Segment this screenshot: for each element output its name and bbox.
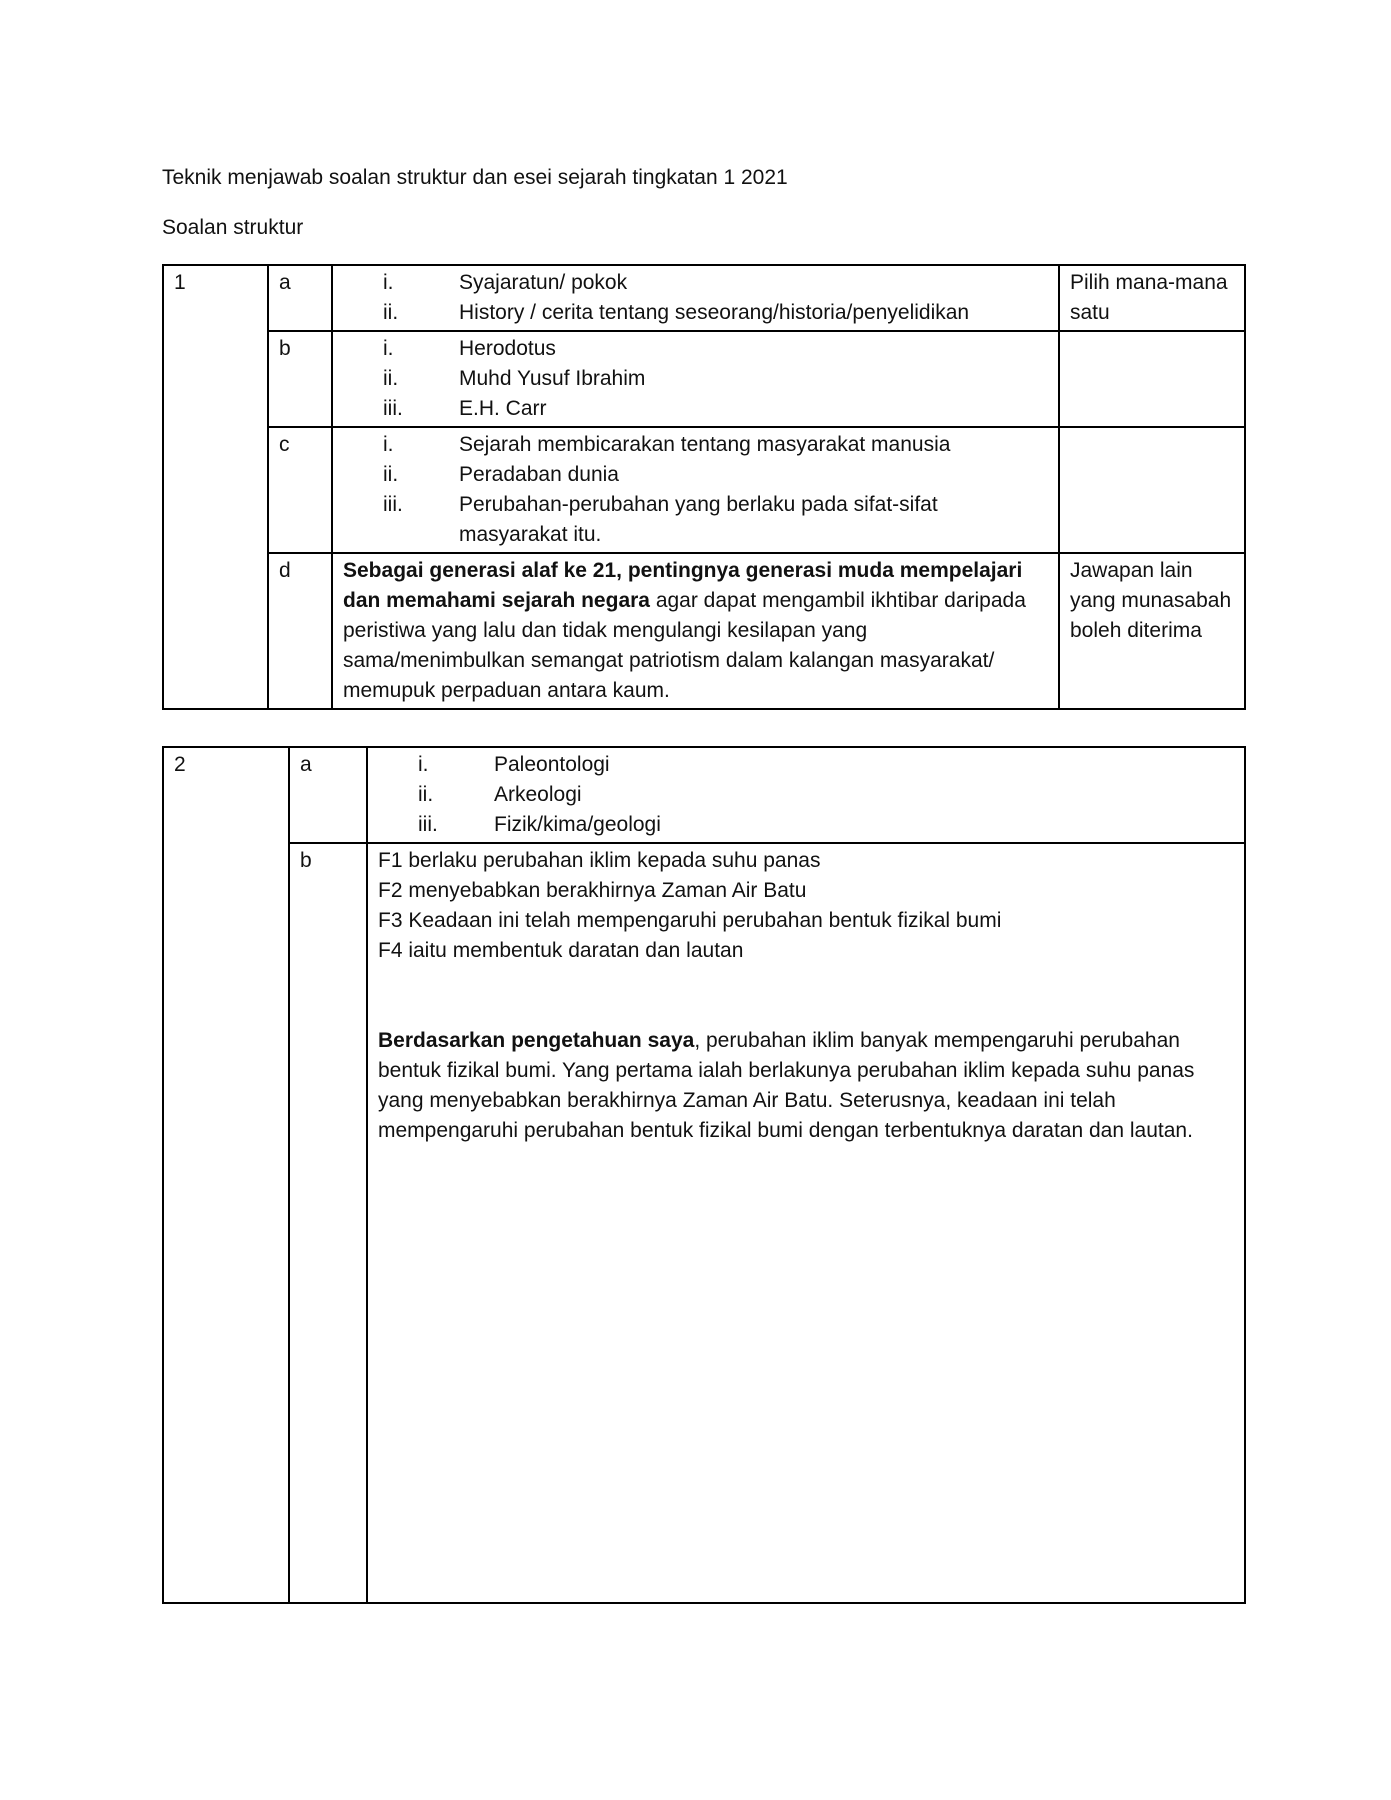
table-row: [163, 553, 1245, 709]
answer-cell: [332, 331, 1059, 427]
list-item: i. Sejarah membicarakan tentang masyarakat manusia: [383, 433, 951, 456]
essay-paragraph: [378, 1026, 1234, 1146]
list-item: i. Paleontologi: [418, 753, 610, 776]
part-label: a: [289, 747, 367, 843]
question-number: 1: [163, 265, 268, 709]
table-row: [163, 331, 1245, 427]
answer-bold-text: Sebagai generasi alaf ke 21, pentingnya generasi muda mempelajari dan memahami sejarah negara: [343, 559, 1023, 612]
list-item: iii. Perubahan-perubahan yang berlaku pada sifat-sifat masyarakat itu.: [383, 493, 938, 546]
table-row: [163, 265, 1245, 331]
answer-cell: [332, 553, 1059, 709]
table-row: [163, 427, 1245, 553]
list-item: ii. Muhd Yusuf Ibrahim: [383, 367, 646, 390]
part-label: b: [268, 331, 332, 427]
part-label: b: [289, 843, 367, 1603]
essay-bold-text: Berdasarkan pengetahuan saya: [378, 1029, 695, 1052]
section-subtitle: Soalan struktur: [162, 216, 304, 239]
list-item: ii. Arkeologi: [418, 783, 582, 806]
question-2-table: [162, 746, 1246, 1604]
part-label: d: [268, 553, 332, 709]
note-cell: Jawapan lain yang munasabah boleh diterima: [1059, 553, 1245, 709]
fact-item: F1 berlaku perubahan iklim kepada suhu panas: [378, 849, 821, 872]
note-cell: Pilih mana-mana satu: [1059, 265, 1245, 331]
answer-cell: [367, 747, 1245, 843]
list-item: ii. History / cerita tentang seseorang/historia/penyelidikan: [383, 301, 970, 324]
note-cell: [1059, 427, 1245, 553]
fact-item: F4 iaitu membentuk daratan dan lautan: [378, 939, 744, 962]
part-label: a: [268, 265, 332, 331]
note-cell: [1059, 331, 1245, 427]
answer-cell: [332, 427, 1059, 553]
page-title: Teknik menjawab soalan struktur dan esei sejarah tingkatan 1 2021: [162, 166, 788, 189]
list-item: i. Herodotus: [383, 337, 556, 360]
answer-cell: [332, 265, 1059, 331]
list-item: iii. E.H. Carr: [383, 397, 547, 420]
question-number: 2: [163, 747, 289, 1603]
fact-item: F3 Keadaan ini telah mempengaruhi perubahan bentuk fizikal bumi: [378, 909, 1002, 932]
essay-text: , perubahan iklim banyak mempengaruhi perubahan bentuk fizikal bumi. Yang pertama ialah berlakunya perubahan iklim kepada suhu panas yang menyebabkan berakhirnya Zaman Air Batu. Seterusnya, keadaan ini telah mempengaruhi perubahan bentuk fizikal bumi dengan terbentuknya daratan dan lautan.: [378, 1029, 1195, 1142]
list-item: iii. Fizik/kima/geologi: [418, 813, 661, 836]
answer-text: agar dapat mengambil ikhtibar daripada peristiwa yang lalu dan tidak mengulangi kesilapan yang sama/menimbulkan semangat patriotism dalam kalangan masyarakat/ memupuk perpaduan antara kaum.: [343, 589, 1026, 702]
table-row: [163, 747, 1245, 843]
list-item: i. Syajaratun/ pokok: [383, 271, 628, 294]
table-row: [163, 843, 1245, 1603]
list-item: ii. Peradaban dunia: [383, 463, 619, 486]
question-1-table: [162, 264, 1246, 710]
fact-item: F2 menyebabkan berakhirnya Zaman Air Batu: [378, 879, 807, 902]
answer-cell: [367, 843, 1245, 1603]
part-label: c: [268, 427, 332, 553]
